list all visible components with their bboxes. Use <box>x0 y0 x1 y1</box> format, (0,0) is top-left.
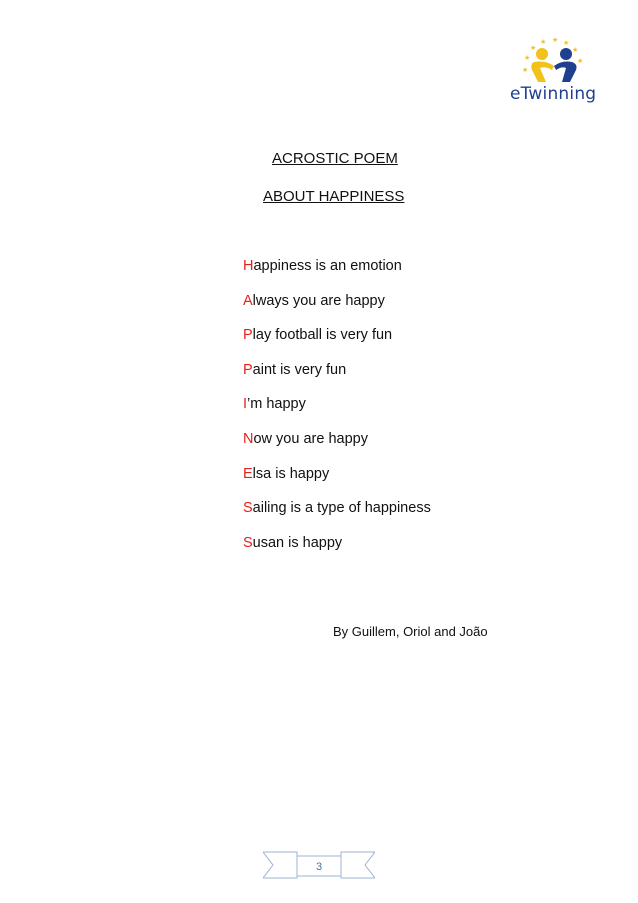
poem-text: lsa is happy <box>252 465 330 482</box>
poem-lines <box>243 257 431 568</box>
page-number: 3 <box>315 861 323 873</box>
svg-text:★: ★ <box>552 36 559 44</box>
poem-text: ow you are happy <box>253 430 368 447</box>
svg-text:★: ★ <box>577 57 584 65</box>
poem-line <box>243 292 431 327</box>
svg-text:★: ★ <box>524 54 531 62</box>
svg-text:★: ★ <box>522 66 529 74</box>
poem-text: lways you are happy <box>252 292 385 309</box>
poem-line <box>243 395 431 430</box>
yellow-figure-icon <box>531 48 554 82</box>
poem-initial: N <box>243 430 254 447</box>
poem-initial: P <box>243 327 253 344</box>
svg-text:★: ★ <box>563 39 570 47</box>
poem-initial: S <box>243 534 253 551</box>
poem-line <box>243 361 431 396</box>
poem-line <box>243 326 431 361</box>
svg-text:★: ★ <box>572 46 579 54</box>
poem-initial: E <box>243 465 253 482</box>
poem-initial: A <box>243 292 253 309</box>
poem-text: ailing is a type of happiness <box>252 500 431 517</box>
poem-initial: P <box>243 361 253 378</box>
poem-initial: I <box>243 396 248 413</box>
poem-line <box>243 465 431 500</box>
byline: By Guillem, Oriol and João <box>333 624 488 639</box>
logo-wordmark: eTwinning <box>510 84 597 104</box>
poem-title-line2: ABOUT HAPPINESS <box>263 188 405 205</box>
poem-title-line1: ACROSTIC POEM <box>272 150 398 167</box>
poem-initial: S <box>243 500 253 517</box>
poem-text: appiness is an emotion <box>253 258 402 274</box>
svg-text:★: ★ <box>540 38 547 46</box>
svg-text:★: ★ <box>530 44 537 52</box>
poem-line <box>243 499 431 534</box>
poem-text: ’m happy <box>247 396 306 413</box>
poem-text: usan is happy <box>252 534 343 551</box>
poem-line <box>243 257 431 292</box>
poem-line <box>243 430 431 465</box>
poem-initial: H <box>243 258 254 274</box>
poem-line <box>243 534 431 569</box>
poem-text: lay football is very fun <box>252 327 393 344</box>
poem-text: aint is very fun <box>252 361 347 378</box>
